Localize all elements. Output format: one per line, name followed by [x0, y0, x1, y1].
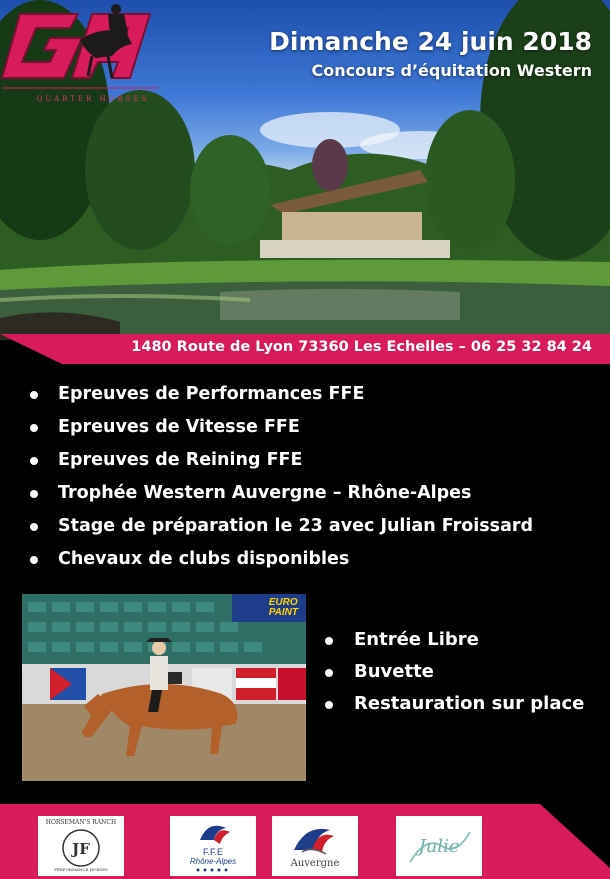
bullet-icon [30, 391, 38, 399]
euro-paint-sign [269, 598, 298, 618]
sponsor-ffe-rhone-alpes-logo [170, 816, 256, 876]
sign-line-1: EURO [268, 597, 298, 608]
list-item [26, 378, 533, 411]
list-item-label: Epreuves de Reining FFE [58, 450, 303, 470]
sponsor-1-line1: HORSEMAN'S RANCH [45, 819, 117, 826]
list-item-label: Chevaux de clubs disponibles [58, 549, 350, 569]
event-subtitle: Concours d’équitation Western [311, 61, 592, 80]
sponsor-3-line1: Auvergne [290, 858, 340, 869]
sponsor-4-line1: Julie [418, 836, 460, 857]
sponsor-auvergne-logo [272, 816, 358, 876]
bullet-icon [325, 669, 333, 677]
bullet-icon [30, 457, 38, 465]
sponsor-1-line2: PERFORMANCE HORSES [54, 867, 108, 872]
sponsor-2-line1: F.F.E [202, 847, 223, 857]
list-item [322, 624, 584, 656]
services-list [322, 624, 584, 720]
list-item [26, 477, 533, 510]
list-item-label: Epreuves de Vitesse FFE [58, 417, 300, 437]
list-item-label: Epreuves de Performances FFE [58, 384, 365, 404]
quarter-horses-logo [0, 0, 160, 102]
list-item-label: Restauration sur place [354, 693, 585, 714]
bullet-icon [325, 701, 333, 709]
bullet-icon [30, 523, 38, 531]
address-band [0, 334, 610, 364]
hero-photo [0, 0, 610, 340]
list-item-label: Buvette [354, 661, 434, 682]
bullet-icon [30, 490, 38, 498]
list-item [26, 444, 533, 477]
sponsor-julie-logo [396, 816, 482, 876]
list-item [322, 688, 584, 720]
list-item-label: Stage de préparation le 23 avec Julian Froissard [58, 516, 534, 536]
logo-text: QUARTER HORSES [36, 95, 150, 103]
event-date: Dimanche 24 juin 2018 [269, 27, 592, 56]
arena-photo [22, 594, 306, 781]
list-item-label: Trophée Western Auvergne – Rhône-Alpes [58, 483, 472, 503]
events-list [26, 378, 533, 576]
sponsor-2-line2: Rhône-Alpes [189, 857, 237, 866]
sponsor-horsemans-ranch-logo [38, 816, 124, 876]
address-phone: 1480 Route de Lyon 73360 Les Echelles – 06 25 32 84 24 [131, 339, 592, 355]
event-title [269, 26, 592, 84]
list-item [322, 656, 584, 688]
bullet-icon [325, 637, 333, 645]
bullet-icon [30, 424, 38, 432]
ffe-horse-emblem [170, 816, 256, 876]
list-item [26, 543, 533, 576]
sign-line-2: PAINT [268, 607, 298, 618]
list-item [26, 411, 533, 444]
horse-rider-illustration [22, 594, 306, 781]
bullet-icon [30, 556, 38, 564]
list-item [26, 510, 533, 543]
sponsor-1-mark: JF [72, 840, 90, 858]
sponsor-strip [0, 790, 610, 879]
list-item-label: Entrée Libre [354, 629, 479, 650]
